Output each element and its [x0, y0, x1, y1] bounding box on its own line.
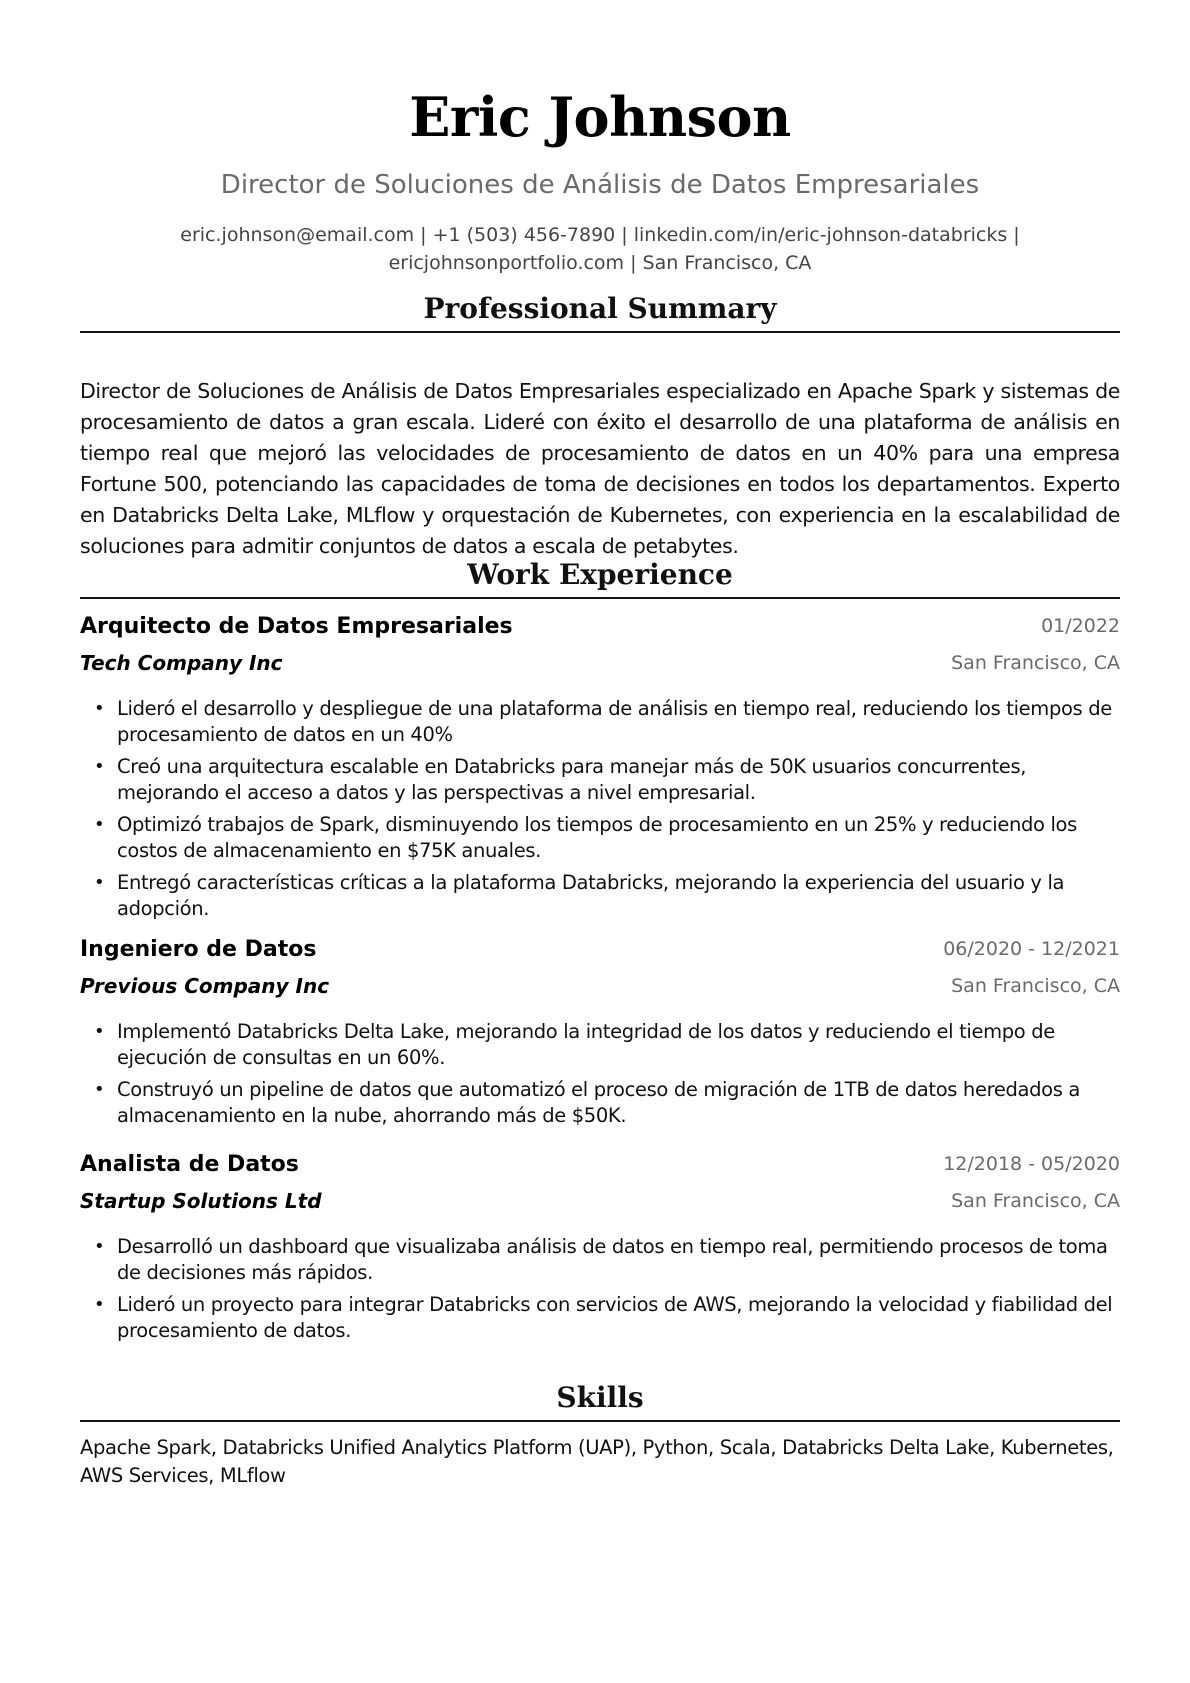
- bullet-item: [80, 870, 1120, 922]
- bullet-dot: •: [94, 1021, 105, 1042]
- section-title-experience: Work Experience: [467, 558, 733, 591]
- job-dates: 01/2022: [1041, 615, 1120, 637]
- bullet-item: [80, 1019, 1120, 1071]
- job-bullets: [80, 1019, 1120, 1135]
- bullet-text: Optimizó trabajos de Spark, disminuyendo los tiempos de procesamiento en un 25% y reduciendo los costos de almacenamiento en $75K anuales.: [117, 813, 1077, 862]
- job-bullets: [80, 1234, 1120, 1350]
- job-title: Analista de Datos: [80, 1152, 299, 1177]
- job-dates: 06/2020 - 12/2021: [943, 938, 1120, 960]
- candidate-headline: Director de Soluciones de Análisis de Datos Empresariales: [220, 170, 980, 200]
- bullet-text: Entregó características críticas a la plataforma Databricks, mejorando la experiencia del usuario y la adopción.: [117, 871, 1065, 920]
- bullet-dot: •: [94, 872, 105, 893]
- bullet-text: Implementó Databricks Delta Lake, mejorando la integridad de los datos y reduciendo el tiempo de ejecución de consultas en un 60%.: [117, 1020, 1055, 1069]
- bullet-item: [80, 1234, 1120, 1286]
- contact-line-1: eric.johnson@email.com | +1 (503) 456-7890 | linkedin.com/in/eric-johnson-databricks |: [180, 224, 1020, 246]
- contact-line-2: ericjohnsonportfolio.com | San Francisco, CA: [388, 252, 812, 274]
- job-bullets: [80, 696, 1120, 928]
- candidate-name: Eric Johnson: [409, 85, 791, 149]
- section-title-summary: Professional Summary: [423, 292, 777, 325]
- job-location: San Francisco, CA: [951, 975, 1120, 997]
- bullet-text: Creó una arquitectura escalable en Databricks para manejar más de 50K usuarios concurrentes, mejorando el acceso a datos y las perspectivas a nivel empresarial.: [117, 755, 1027, 804]
- bullet-text: Construyó un pipeline de datos que automatizó el proceso de migración de 1TB de datos heredados a almacenamiento en la nube, ahorrando más de $50K.: [117, 1078, 1080, 1127]
- bullet-dot: •: [94, 814, 105, 835]
- job-company: Startup Solutions Ltd: [80, 1189, 322, 1213]
- bullet-item: [80, 1292, 1120, 1344]
- bullet-text: Lideró un proyecto para integrar Databricks con servicios de AWS, mejorando la velocidad y fiabilidad del procesamiento de datos.: [117, 1293, 1113, 1342]
- bullet-dot: •: [94, 1236, 105, 1257]
- job-company: Previous Company Inc: [80, 974, 330, 998]
- job-location: San Francisco, CA: [951, 1190, 1120, 1212]
- job-dates: 12/2018 - 05/2020: [943, 1153, 1120, 1175]
- bullet-text: Desarrolló un dashboard que visualizaba análisis de datos en tiempo real, permitiendo procesos de toma de decisiones más rápidos.: [117, 1235, 1108, 1284]
- bullet-dot: •: [94, 698, 105, 719]
- bullet-dot: •: [94, 1079, 105, 1100]
- section-title-skills: Skills: [556, 1381, 644, 1414]
- summary-text: Director de Soluciones de Análisis de Datos Empresariales especializado en Apache Spark y sistemas de procesamiento de datos a gran escala. Lideré con éxito el desarrollo de una plataforma de análisis en tiempo real que mejoró las velocidades de procesamiento de datos en un 40% para una empresa Fortune 500, potenciando las capacidades de toma de decisiones en todos los departamentos. Experto en Databricks Delta Lake, MLflow y orquestación de Kubernetes, con experiencia en la escalabilidad de soluciones para admitir conjuntos de datos a escala de petabytes.: [80, 379, 1120, 558]
- contact-info: [80, 221, 1120, 277]
- job-title: Ingeniero de Datos: [80, 937, 317, 962]
- section-divider: [80, 331, 1120, 333]
- job-title: Arquitecto de Datos Empresariales: [80, 614, 513, 639]
- section-divider: [80, 1420, 1120, 1422]
- bullet-dot: •: [94, 1294, 105, 1315]
- bullet-dot: •: [94, 756, 105, 777]
- job-location: San Francisco, CA: [951, 652, 1120, 674]
- bullet-item: [80, 754, 1120, 806]
- bullet-text: Lideró el desarrollo y despliegue de una plataforma de análisis en tiempo real, reduciendo los tiempos de procesamiento de datos en un 40%: [117, 697, 1112, 746]
- bullet-item: [80, 1077, 1120, 1129]
- job-company: Tech Company Inc: [80, 651, 283, 675]
- section-divider: [80, 597, 1120, 599]
- bullet-item: [80, 812, 1120, 864]
- bullet-item: [80, 696, 1120, 748]
- skills-list: Apache Spark, Databricks Unified Analytics Platform (UAP), Python, Scala, Databricks Delta Lake, Kubernetes, AWS Services, MLflow: [80, 1436, 1114, 1487]
